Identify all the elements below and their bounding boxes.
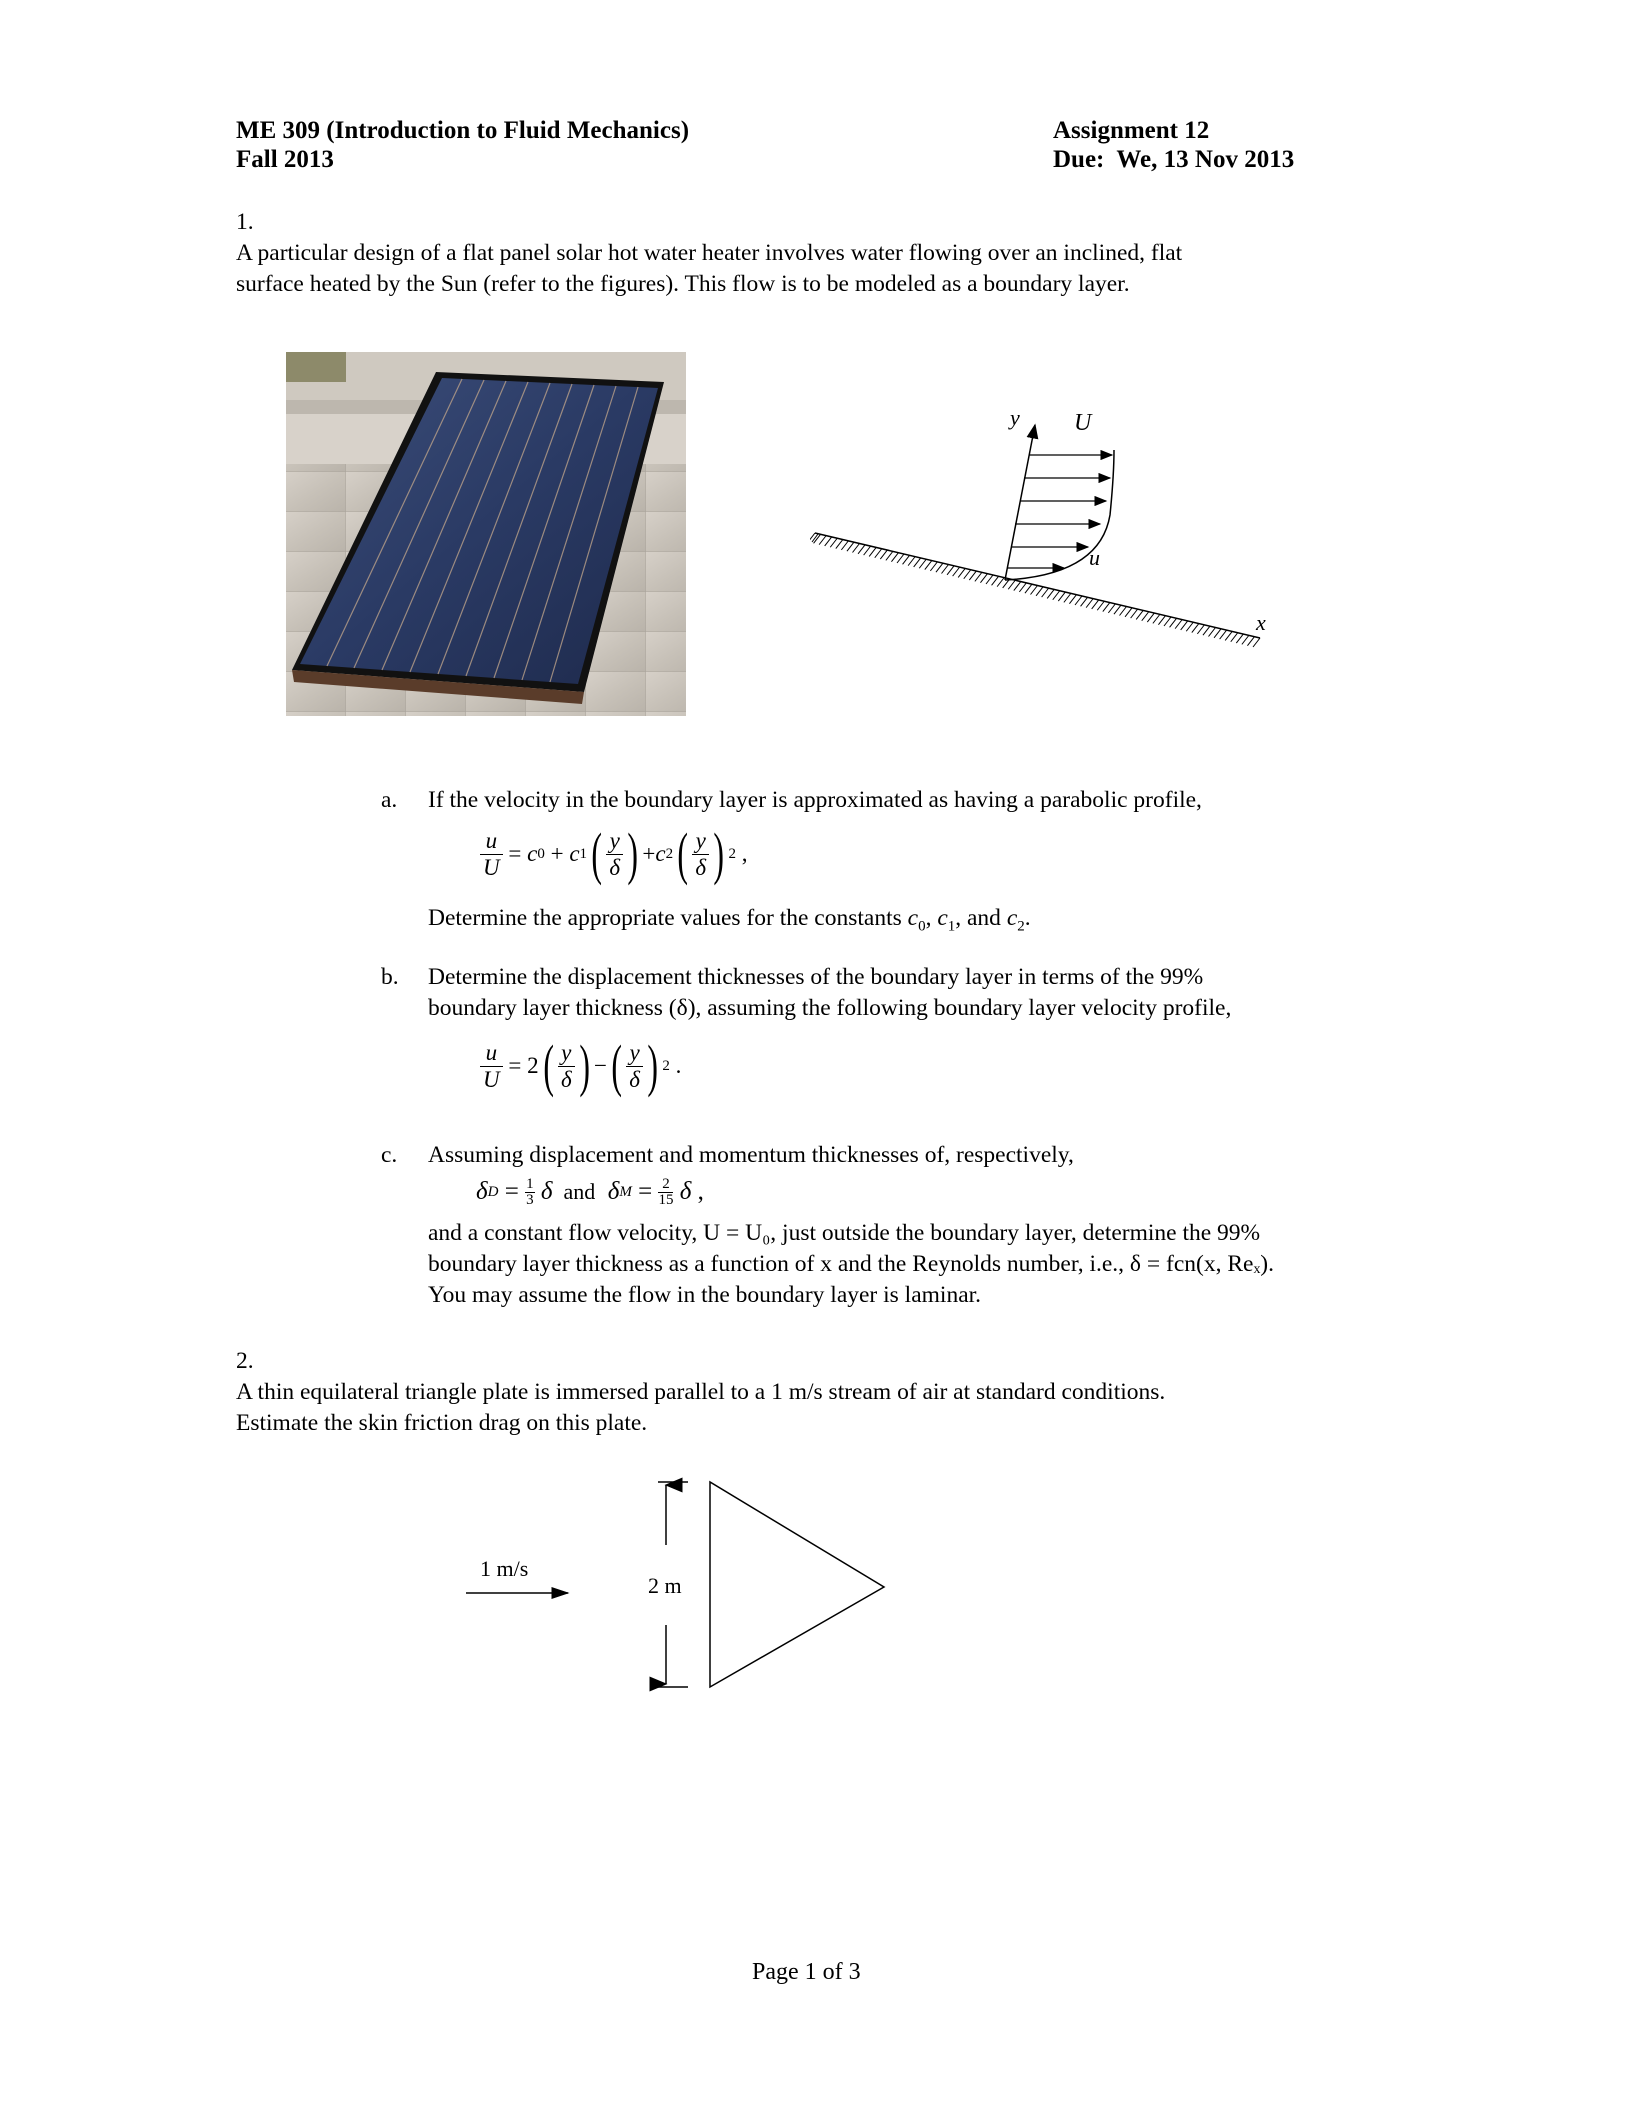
const-c1: c bbox=[937, 905, 948, 931]
label-u: u bbox=[1089, 545, 1100, 570]
problem-2-line-2: Estimate the skin friction drag on this plate. bbox=[236, 1410, 648, 1436]
part-a-determine bbox=[428, 903, 1031, 943]
sep-1: , bbox=[925, 905, 938, 931]
height-label: 2 m bbox=[648, 1573, 682, 1598]
label-U: U bbox=[1074, 410, 1092, 436]
course-title: ME 309 (Introduction to Fluid Mechanics) bbox=[236, 117, 690, 144]
assignment-number: Assignment 12 bbox=[1053, 117, 1210, 144]
sep-2: , and bbox=[955, 905, 1007, 931]
problem-2-line-1: A thin equilateral triangle plate is immersed parallel to a 1 m/s stream of air at standard conditions. bbox=[236, 1379, 1166, 1405]
speed-label: 1 m/s bbox=[480, 1556, 529, 1581]
label-x: x bbox=[1256, 610, 1266, 635]
const-c1-sub: 1 bbox=[947, 918, 956, 935]
const-c2-sub: 2 bbox=[1017, 918, 1025, 935]
equation-b: $\frac{u}{U}$ = 2 ( $\frac{y}{\delta}$ ) − ( $\frac{y}{\delta}$ ) 2 . bbox=[480, 1030, 681, 1102]
due-date: Due: We, 13 Nov 2013 bbox=[1053, 146, 1295, 173]
equation-c: δ D = $\frac{1}{3}$ δ and δ M = $\frac{2}{15}$ δ , bbox=[476, 1175, 704, 1208]
equation-a: $\frac{u}{U}$ = c 0 + c 1 ( $\frac{y}{\delta}$ ) + c 2 ( $\frac{y}{\delta}$ ) 2 , bbox=[480, 818, 747, 890]
part-a-text: If the velocity in the boundary layer is approximated as having a parabolic profile, bbox=[428, 787, 1202, 813]
part-b-line-2: boundary layer thickness (δ), assuming the following boundary layer velocity profile, bbox=[428, 995, 1232, 1021]
part-b-line-1: Determine the displacement thicknesses of the boundary layer in terms of the 99% bbox=[428, 964, 1204, 990]
part-a-determine-text: Determine the appropriate values for the constants bbox=[428, 905, 908, 931]
solar-panel-photo bbox=[286, 352, 686, 716]
const-c0: c bbox=[907, 905, 919, 931]
part-b-label: b. bbox=[381, 964, 399, 990]
part-c-label: c. bbox=[381, 1142, 398, 1168]
part-a-label: a. bbox=[381, 787, 398, 813]
problem-2-number: 2. bbox=[236, 1348, 254, 1374]
page-number: Page 1 of 3 bbox=[752, 1959, 861, 1985]
period: . bbox=[1024, 905, 1031, 931]
problem-1-line-1: A particular design of a flat panel solar hot water heater involves water flowing over an inclined, flat bbox=[236, 240, 1183, 266]
part-c-line-3: boundary layer thickness as a function of x and the Reynolds number, i.e., δ = fcn(x, Reₓ). bbox=[428, 1251, 1274, 1277]
problem-1-number: 1. bbox=[236, 209, 254, 235]
part-c-line-2: and a constant flow velocity, U = U₀, just outside the boundary layer, determine the 99% bbox=[428, 1220, 1261, 1246]
part-c-line-1: Assuming displacement and momentum thicknesses of, respectively, bbox=[428, 1142, 1074, 1168]
boundary-layer-figure bbox=[810, 405, 1290, 670]
and-word: and bbox=[563, 1179, 596, 1204]
part-c-line-4: You may assume the flow in the boundary layer is laminar. bbox=[428, 1282, 982, 1308]
term: Fall 2013 bbox=[236, 146, 334, 173]
label-y: y bbox=[1010, 405, 1020, 430]
const-c0-sub: 0 bbox=[918, 918, 926, 935]
problem-1-line-2: surface heated by the Sun (refer to the figures). This flow is to be modeled as a boundary layer. bbox=[236, 271, 1130, 297]
triangle-plate-figure bbox=[460, 1475, 900, 1695]
const-c2: c bbox=[1006, 905, 1018, 931]
